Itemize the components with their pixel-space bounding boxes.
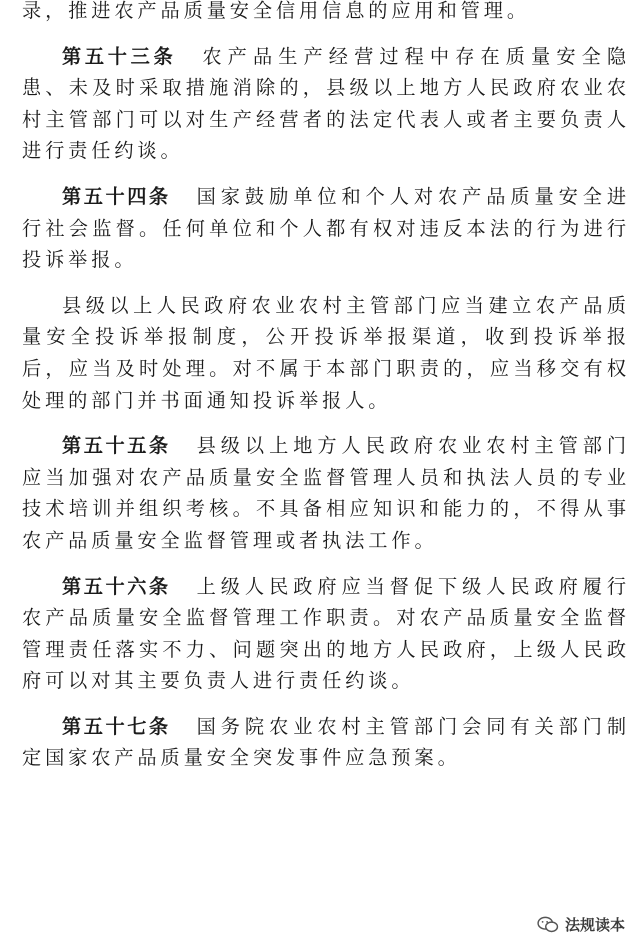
paragraph-text: 上级人民政府应当督促下级人民政府履行农产品质量安全监督管理工作职责。对农产品质量安全监督管理责任落实不力、问题突出的地方人民政府，上级人民政府可以对其主要负责人进行责任约谈。 [22,574,631,693]
paragraph-text: 县级以上人民政府农业农村主管部门应当建立农产品质量安全投诉举报制度，公开投诉举报渠道，收到投诉举报后，应当及时处理。对不属于本部门职责的，应当移交有权处理的部门并书面通知投诉举报人。 [22,293,630,412]
paragraph-text: 国家鼓励单位和个人对农产品质量安全进行社会监督。任何单位和个人都有权对违反本法的行为进行投诉举报。 [22,184,631,272]
article-54 [22,181,630,276]
article-number: 第五十七条 [62,714,171,738]
wechat-icon [537,916,559,934]
paragraph-text: 国务院农业农村主管部门会同有关部门制定国家农产品质量安全突发事件应急预案。 [22,714,631,770]
article-57 [22,711,630,774]
article-53 [22,41,630,167]
source-watermark [537,914,625,935]
article-54-paragraph-2 [22,290,630,416]
article-55 [22,430,630,556]
article-number: 第五十四条 [62,184,171,208]
document-page [22,0,630,774]
article-number: 第五十六条 [62,574,171,598]
article-number: 第五十五条 [62,434,171,458]
article-56 [22,571,630,697]
watermark-label: 法规读本 [564,916,625,934]
paragraph-text: 农产品生产经营过程中存在质量安全隐患、未及时采取措施消除的，县级以上地方人民政府农业农村主管部门可以对生产经营者的法定代表人或者主要负责人进行责任约谈。 [22,44,630,163]
paragraph-text: 录，推进农产品质量安全信用信息的应用和管理。 [22,0,530,22]
paragraph-text: 县级以上地方人民政府农业农村主管部门应当加强对农产品质量安全监督管理人员和执法人员的专业技术培训并组织考核。不具备相应知识和能力的，不得从事农产品质量安全监督管理或者执法工作。 [22,434,631,552]
article-number: 第五十三条 [62,44,177,68]
paragraph-continuation [22,0,630,27]
